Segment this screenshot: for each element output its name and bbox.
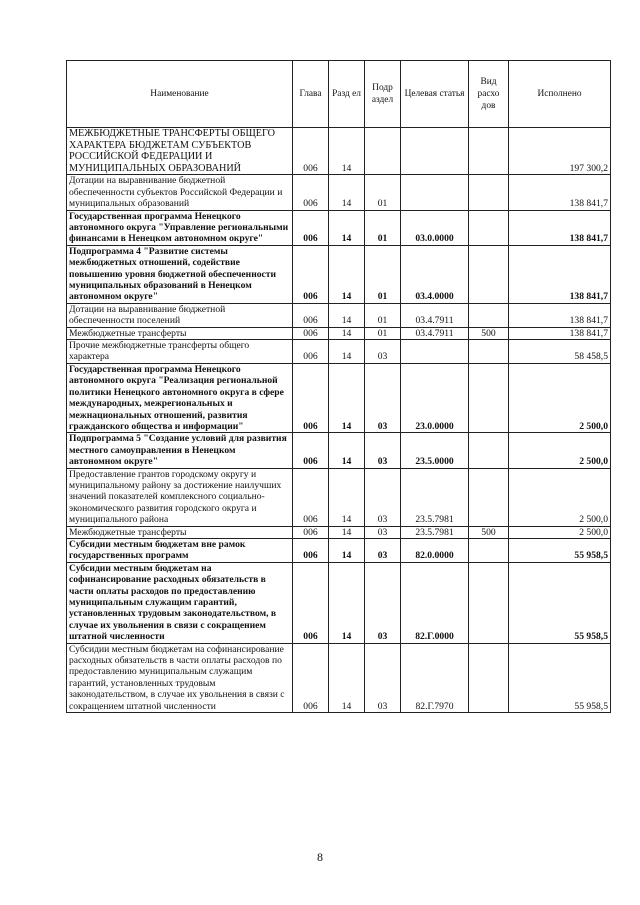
row-razdel: 14 (329, 433, 365, 468)
row-target: 82.Г.7970 (401, 643, 469, 712)
row-target: 23.5.7981 (401, 468, 469, 526)
table-row (67, 363, 611, 432)
row-target (401, 128, 469, 175)
row-target: 03.4.7911 (401, 327, 469, 339)
row-target: 03.4.7911 (401, 303, 469, 327)
row-amount: 197 300,2 (509, 128, 611, 175)
row-podrazdel: 01 (365, 210, 401, 245)
row-amount: 2 500,0 (509, 526, 611, 538)
row-glava: 006 (293, 643, 329, 712)
row-razdel: 14 (329, 340, 365, 364)
row-amount: 2 500,0 (509, 433, 611, 468)
row-name: Дотации на выравнивание бюджетной обеспеченности субъектов Российской Федерации и муниципальных образований (67, 175, 293, 210)
row-glava: 006 (293, 538, 329, 562)
row-glava: 006 (293, 433, 329, 468)
row-amount: 138 841,7 (509, 303, 611, 327)
row-glava: 006 (293, 175, 329, 210)
row-name: Субсидии местным бюджетам на софинансирование расходных обязательств в части оплаты расходов по предоставлению муниципальным служащим гарантий, установленных трудовым законодательством, в случае их увольнения в связи с сокращением штатной численности (67, 643, 293, 712)
row-razdel: 14 (329, 468, 365, 526)
row-glava: 006 (293, 128, 329, 175)
row-kind (469, 433, 509, 468)
row-target: 03.0.0000 (401, 210, 469, 245)
row-kind (469, 128, 509, 175)
table-row (67, 128, 611, 175)
row-razdel: 14 (329, 327, 365, 339)
row-podrazdel: 03 (365, 526, 401, 538)
row-podrazdel: 01 (365, 303, 401, 327)
row-glava: 006 (293, 210, 329, 245)
row-podrazdel: 03 (365, 643, 401, 712)
table-row (67, 210, 611, 245)
page-number: 8 (317, 850, 323, 864)
row-kind (469, 468, 509, 526)
row-target (401, 340, 469, 364)
row-amount: 138 841,7 (509, 245, 611, 303)
table-row (67, 340, 611, 364)
row-name: Государственная программа Ненецкого автономного округа "Реализация региональной политики Ненецкого автономного округа в сфере международных, межрегиональных и межнациональных отношений, развития гражданского общества и информации" (67, 363, 293, 432)
table-row (67, 538, 611, 562)
row-name: Межбюджетные трансферты (67, 327, 293, 339)
row-razdel: 14 (329, 538, 365, 562)
row-target: 82.0.0000 (401, 538, 469, 562)
row-razdel: 14 (329, 526, 365, 538)
row-podrazdel: 01 (365, 175, 401, 210)
table-row (67, 468, 611, 526)
row-amount: 2 500,0 (509, 363, 611, 432)
row-podrazdel: 03 (365, 468, 401, 526)
header-razdel: Разд ел (329, 61, 365, 128)
row-target: 23.5.7981 (401, 526, 469, 538)
row-name: Прочие межбюджетные трансферты общего характера (67, 340, 293, 364)
table-row (67, 303, 611, 327)
row-podrazdel: 03 (365, 538, 401, 562)
row-razdel: 14 (329, 128, 365, 175)
row-target: 23.0.0000 (401, 363, 469, 432)
table-row (67, 433, 611, 468)
row-amount: 2 500,0 (509, 468, 611, 526)
row-razdel: 14 (329, 210, 365, 245)
row-kind (469, 538, 509, 562)
row-name: Субсидии местным бюджетам на софинансирование расходных обязательств в части оплаты расходов по предоставлению муниципальным служащим гарантий, установленных трудовым законодательством, в случае их увольнения в связи с сокращением штатной численности (67, 562, 293, 643)
row-razdel: 14 (329, 303, 365, 327)
row-kind (469, 562, 509, 643)
row-kind (469, 643, 509, 712)
row-kind (469, 303, 509, 327)
row-glava: 006 (293, 468, 329, 526)
row-amount: 138 841,7 (509, 175, 611, 210)
row-razdel: 14 (329, 562, 365, 643)
row-podrazdel: 03 (365, 340, 401, 364)
header-podrazdel: Подр аздел (365, 61, 401, 128)
row-razdel: 14 (329, 643, 365, 712)
row-target: 82.Г.0000 (401, 562, 469, 643)
header-row (67, 61, 611, 128)
table-row (67, 175, 611, 210)
table-row (67, 643, 611, 712)
row-kind (469, 210, 509, 245)
row-glava: 006 (293, 562, 329, 643)
row-glava: 006 (293, 327, 329, 339)
row-name: МЕЖБЮДЖЕТНЫЕ ТРАНСФЕРТЫ ОБЩЕГО ХАРАКТЕРА БЮДЖЕТАМ СУБЪЕКТОВ РОССИЙСКОЙ ФЕДЕРАЦИИ И МУНИЦИПАЛЬНЫХ ОБРАЗОВАНИЙ (67, 128, 293, 175)
row-razdel: 14 (329, 363, 365, 432)
header-executed: Исполнено (509, 61, 611, 128)
row-podrazdel: 03 (365, 433, 401, 468)
row-amount: 55 958,5 (509, 562, 611, 643)
row-podrazdel: 01 (365, 327, 401, 339)
row-podrazdel (365, 128, 401, 175)
header-kind: Вид расхо дов (469, 61, 509, 128)
header-glava: Глава (293, 61, 329, 128)
table-row (67, 526, 611, 538)
row-razdel: 14 (329, 245, 365, 303)
row-kind (469, 175, 509, 210)
row-kind (469, 245, 509, 303)
row-glava: 006 (293, 526, 329, 538)
row-amount: 55 958,5 (509, 538, 611, 562)
budget-table (66, 60, 611, 713)
row-amount: 138 841,7 (509, 327, 611, 339)
row-podrazdel: 03 (365, 363, 401, 432)
row-kind: 500 (469, 327, 509, 339)
row-glava: 006 (293, 245, 329, 303)
row-amount: 58 458,5 (509, 340, 611, 364)
row-podrazdel: 01 (365, 245, 401, 303)
header-target: Целевая статья (401, 61, 469, 128)
header-name: Наименование (67, 61, 293, 128)
table-row (67, 327, 611, 339)
row-kind (469, 363, 509, 432)
row-kind (469, 340, 509, 364)
row-target: 03.4.0000 (401, 245, 469, 303)
row-podrazdel: 03 (365, 562, 401, 643)
row-name: Дотации на выравнивание бюджетной обеспеченности поселений (67, 303, 293, 327)
row-target: 23.5.0000 (401, 433, 469, 468)
row-name: Межбюджетные трансферты (67, 526, 293, 538)
row-razdel: 14 (329, 175, 365, 210)
row-name: Предоставление грантов городскому округу и муниципальному району за достижение наилучших значений показателей комплексного социально-экономического развития городского округа и муниципального района (67, 468, 293, 526)
row-target (401, 175, 469, 210)
row-name: Государственная программа Ненецкого автономного округа "Управление региональными финансами в Ненецком автономном округе" (67, 210, 293, 245)
row-glava: 006 (293, 340, 329, 364)
row-glava: 006 (293, 303, 329, 327)
row-name: Подпрограмма 5 "Создание условий для развития местного самоуправления в Ненецком автономном округе" (67, 433, 293, 468)
row-glava: 006 (293, 363, 329, 432)
row-amount: 138 841,7 (509, 210, 611, 245)
row-kind: 500 (469, 526, 509, 538)
table-row (67, 245, 611, 303)
row-amount: 55 958,5 (509, 643, 611, 712)
row-name: Субсидии местным бюджетам вне рамок государственных программ (67, 538, 293, 562)
table-row (67, 562, 611, 643)
row-name: Подпрограмма 4 "Развитие системы межбюджетных отношений, содействие повышению уровня бюджетной обеспеченности муниципальных образований в Ненецком автономном округе" (67, 245, 293, 303)
